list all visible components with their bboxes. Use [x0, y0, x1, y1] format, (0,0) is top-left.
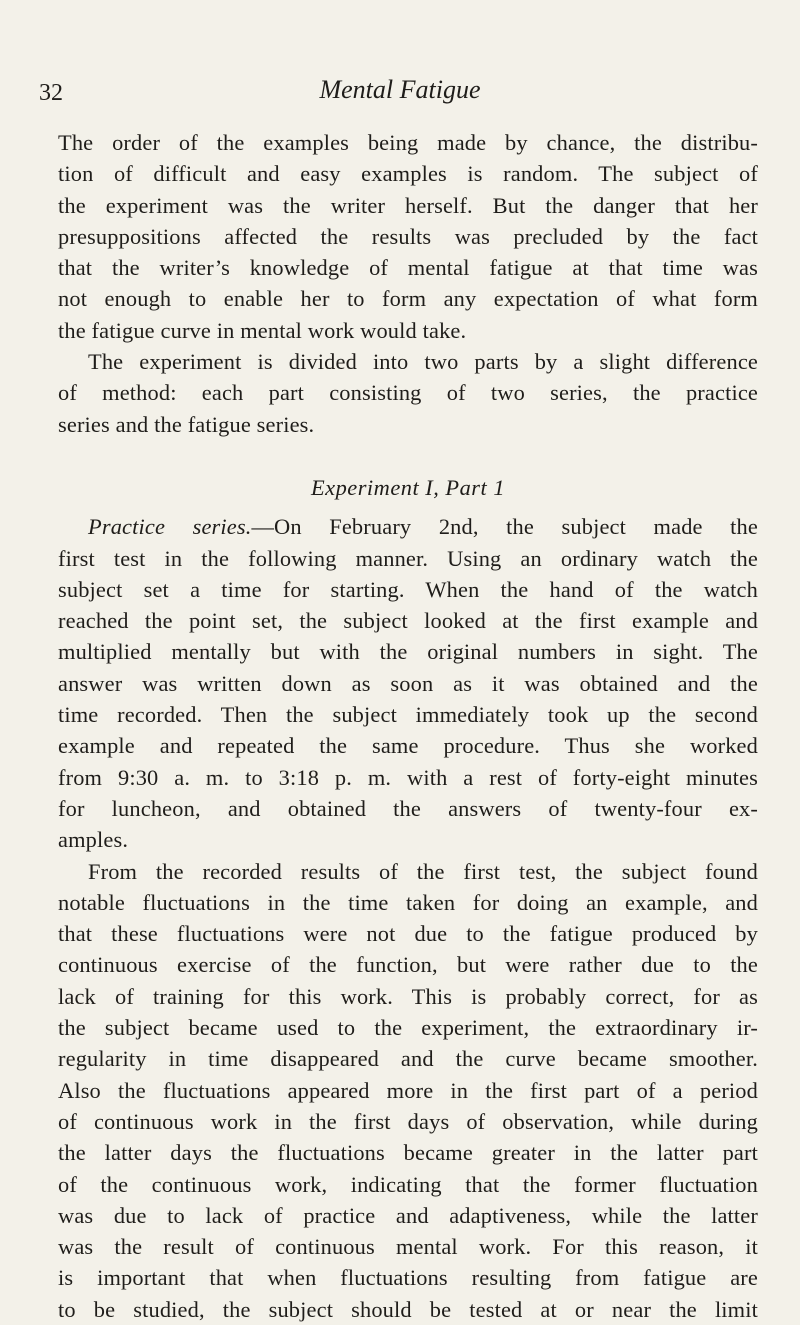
text-line: the fatigue curve in mental work would take. — [58, 317, 467, 343]
text-line: tion of difficult and easy examples is random. The subject of — [58, 161, 758, 187]
text-line: was the result of continuous mental work. For this reason, it — [58, 1234, 758, 1260]
text-line: series and the fatigue series. — [58, 411, 315, 437]
paragraph-2 — [58, 346, 758, 440]
text-line: reached the point set, the subject looked at the first example and — [58, 608, 758, 634]
section-heading: Experiment I, Part 1 — [310, 474, 506, 500]
page-number: 32 — [39, 80, 63, 106]
text-line: The experiment is divided into two parts by a slight difference — [88, 349, 758, 375]
text-line: of the continuous work, indicating that the former fluctuation — [58, 1171, 758, 1197]
text-line: the subject became used to the experiment, the extraordinary ir- — [58, 1015, 758, 1041]
text-line: presuppositions affected the results was precluded by the fact — [58, 223, 758, 249]
text-line: notable fluctuations in the time taken for doing an example, and — [58, 889, 758, 915]
paragraph-4 — [58, 856, 758, 1325]
text-line: The order of the examples being made by chance, the distribu- — [58, 130, 758, 155]
text-line — [58, 511, 758, 542]
paragraph-3 — [58, 511, 758, 855]
running-head: Mental Fatigue — [319, 75, 481, 104]
text-line: of method: each part consisting of two series, the practice — [58, 380, 758, 406]
text-line: the experiment was the writer herself. But the danger that her — [58, 192, 758, 218]
text-line: first test in the following manner. Using an ordinary watch the — [58, 545, 758, 571]
text-line: subject set a time for starting. When the hand of the watch — [58, 576, 758, 602]
text-line: answer was written down as soon as it was obtained and the — [58, 670, 758, 696]
text-line: time recorded. Then the subject immediately took up the second — [58, 702, 758, 728]
text-line: from 9:30 a. m. to 3:18 p. m. with a rest of forty-eight minutes — [58, 764, 758, 790]
body-text — [58, 127, 758, 1325]
text-line: lack of training for this work. This is probably correct, for as — [58, 983, 758, 1009]
text-line: that these fluctuations were not due to the fatigue produced by — [58, 921, 758, 947]
text-line-rest: —On February 2nd, the subject made the — [251, 514, 758, 540]
text-line: the latter days the fluctuations became greater in the latter part — [58, 1140, 758, 1166]
text-line: Also the fluctuations appeared more in the first part of a period — [58, 1077, 758, 1103]
text-line: is important that when fluctuations resulting from fatigue are — [58, 1265, 758, 1291]
text-line: was due to lack of practice and adaptiveness, while the latter — [58, 1202, 758, 1228]
practice-series-lead: Practice series. — [88, 514, 252, 540]
text-line: From the recorded results of the first test, the subject found — [88, 858, 758, 884]
text-line: not enough to enable her to form any expectation of what form — [58, 286, 758, 312]
text-line: to be studied, the subject should be tested at or near the limit — [58, 1296, 758, 1322]
text-line: regularity in time disappeared and the curve became smoother. — [58, 1046, 758, 1072]
text-line: multiplied mentally but with the original numbers in sight. The — [58, 639, 758, 665]
text-line: of continuous work in the first days of observation, while during — [58, 1108, 758, 1134]
text-line: that the writer’s knowledge of mental fatigue at that time was — [58, 255, 758, 281]
text-line: continuous exercise of the function, but were rather due to the — [58, 952, 758, 978]
page-header — [0, 70, 800, 110]
text-line: amples. — [58, 827, 129, 853]
paragraph-1 — [58, 127, 758, 346]
text-line: for luncheon, and obtained the answers of twenty-four ex- — [58, 795, 758, 821]
text-line: example and repeated the same procedure. Thus she worked — [58, 733, 758, 759]
